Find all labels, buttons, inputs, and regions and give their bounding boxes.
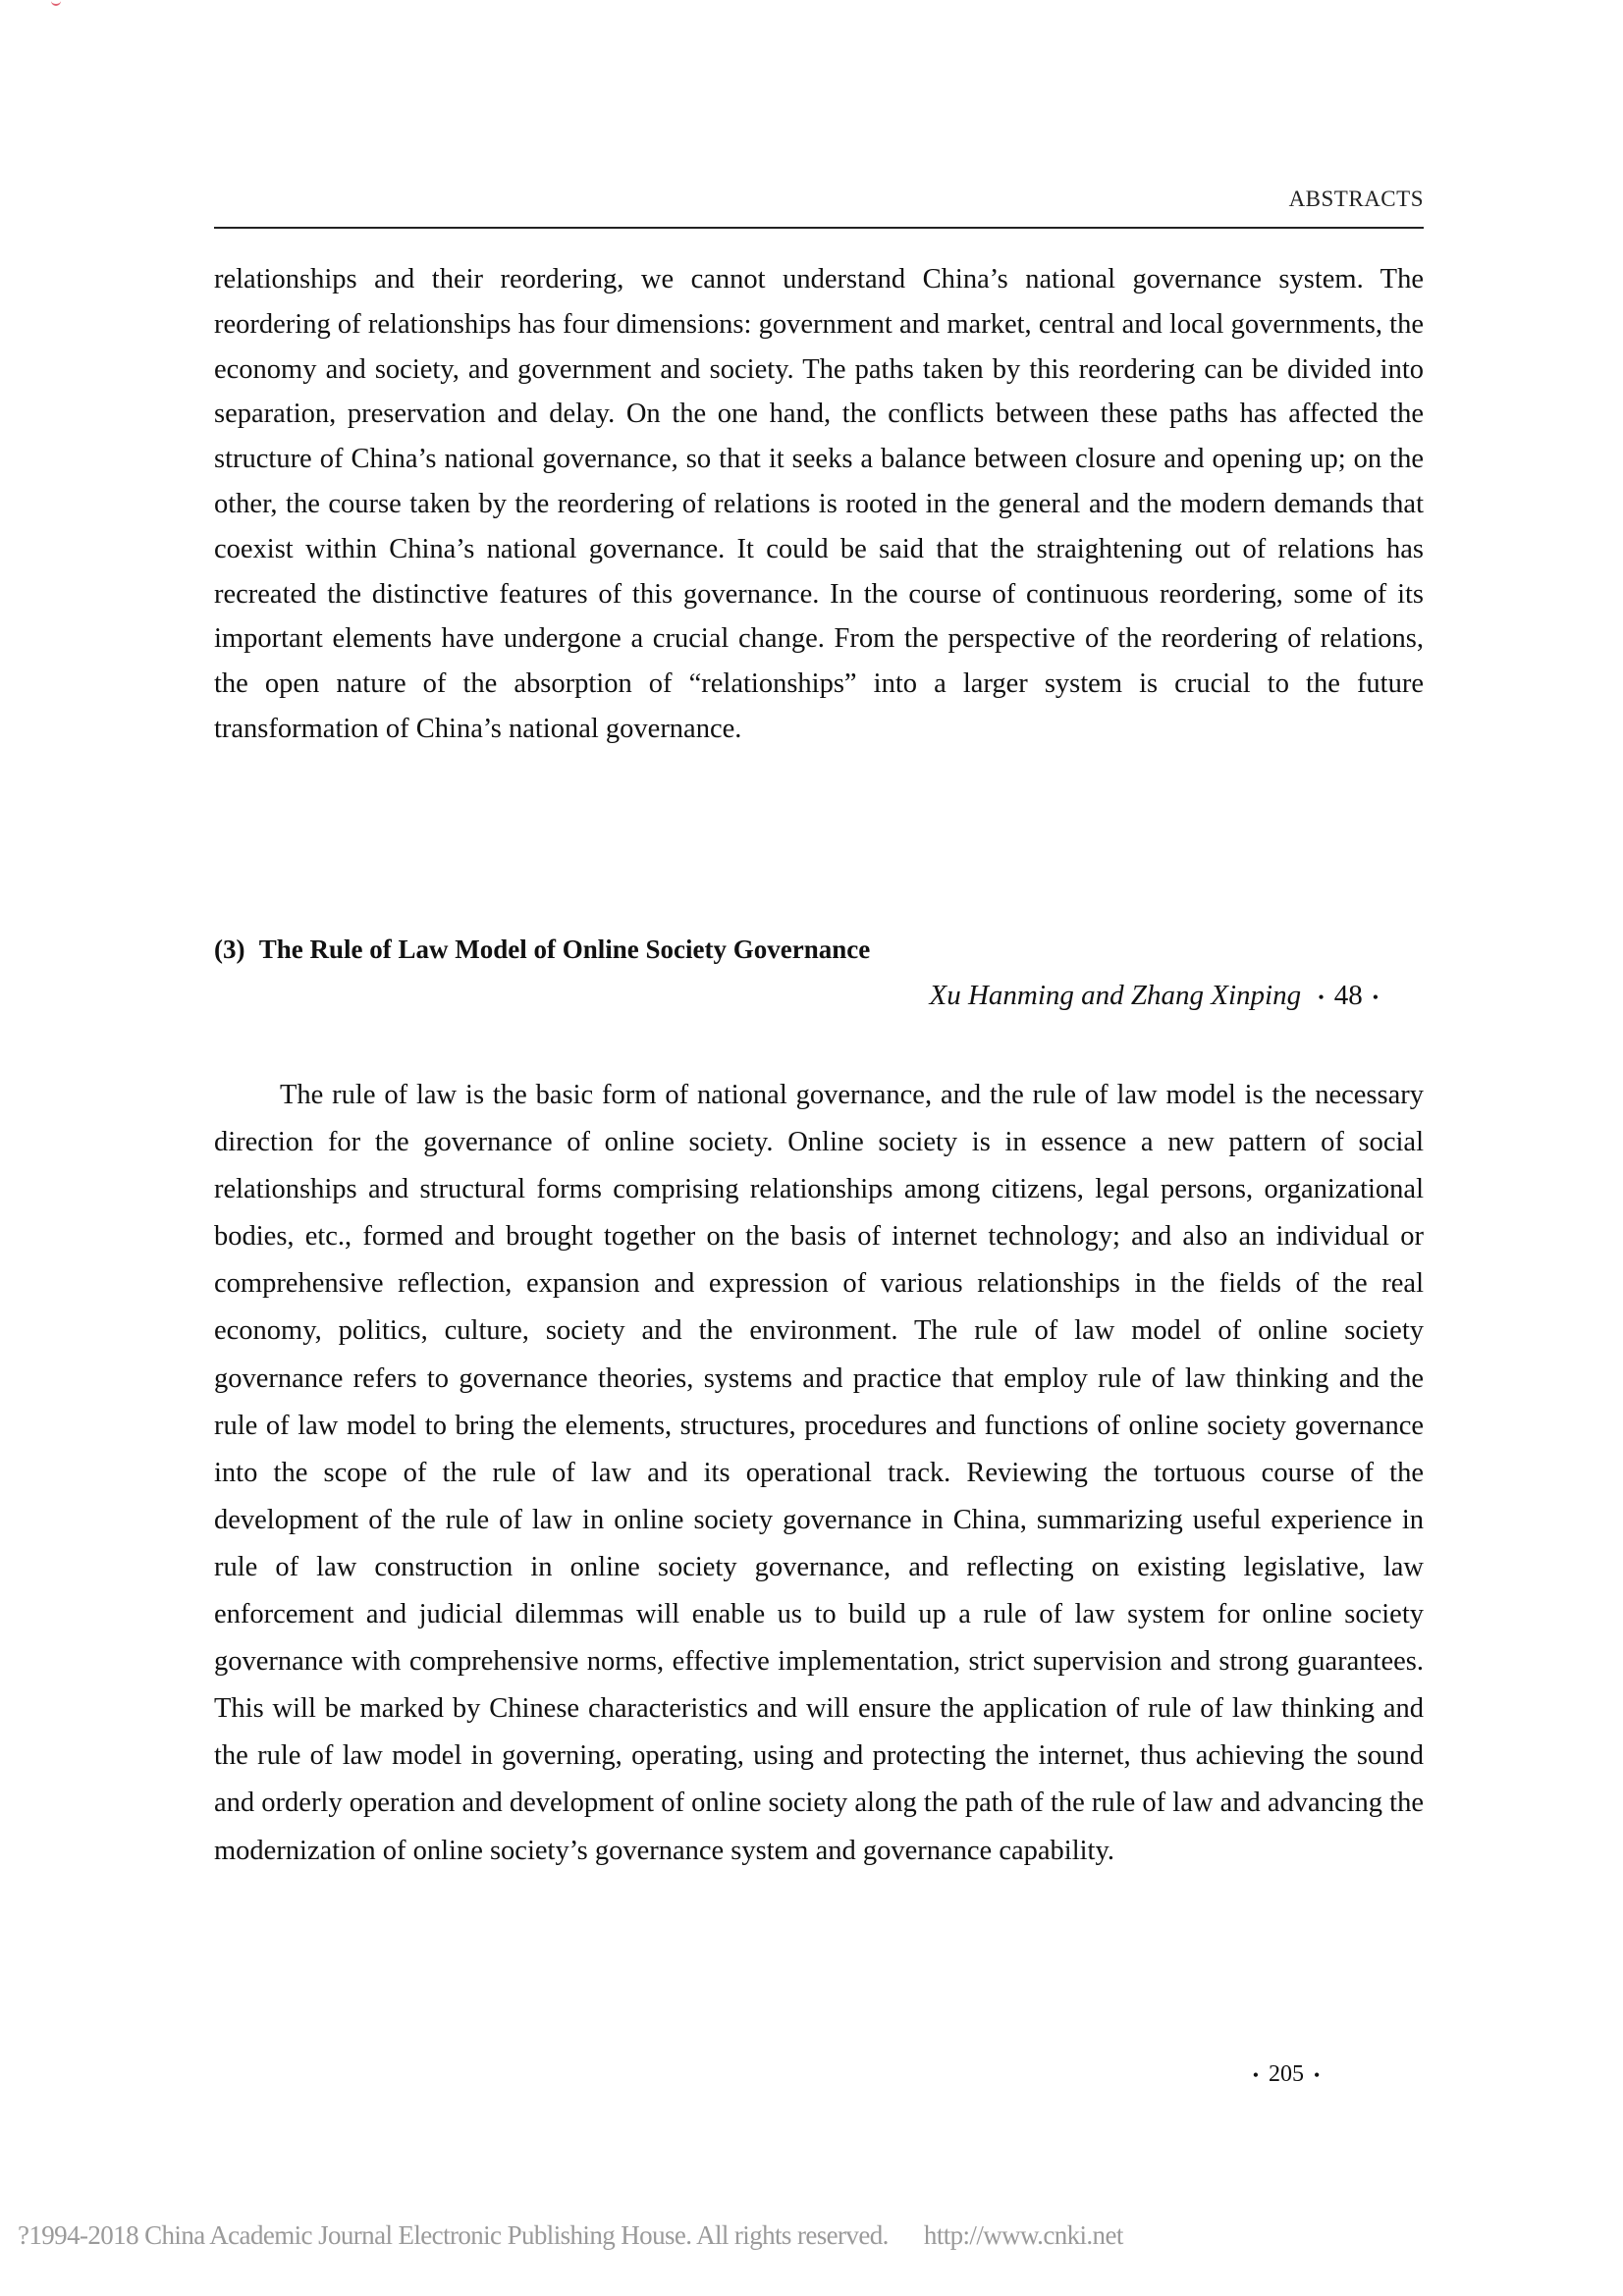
bullet-icon: • [1318,987,1325,1007]
bullet-icon: • [1314,2064,1321,2085]
running-head: ABSTRACTS [1288,187,1424,211]
copyright-footer [18,2220,1123,2251]
bullet-icon: • [1252,2064,1259,2085]
article-title-text: The Rule of Law Model of Online Society Governance [258,934,871,964]
page-number [1178,2061,1394,2088]
continued-abstract-paragraph: relationships and their reordering, we cannot understand China’s national governance system. The reordering of relationships has four dimensions: government and market, central and local governments, the economy and society, and government and society. The paths taken by this reordering can be divided into separation, preservation and delay. On the one hand, the conflicts between these paths has affected the structure of China’s national governance, so that it seeks a balance between closure and opening up; on the other, the course taken by the reordering of relations is rooted in the general and the modern demands that coexist within China’s national governance. It could be said that the straightening out of relations has recreated the distinctive features of this governance. In the course of continuous reordering, some of its important elements have undergone a crucial change. From the perspective of the reordering of relations, the open nature of the absorption of “relationships” into a larger system is crucial to the future transformation of China’s national governance. [214,264,1424,744]
page-number-text: 205 [1269,2061,1304,2087]
article-byline [214,980,1424,1012]
article-number: (3) [214,934,245,964]
scan-corner-mark [51,0,61,6]
article-title [214,934,870,965]
copyright-text: ?1994-2018 China Academic Journal Electronic Publishing House. All rights reserved. [18,2220,889,2250]
article-authors: Xu Hanming and Zhang Xinping [929,980,1302,1011]
publisher-url-link[interactable]: http://www.cnki.net [923,2220,1123,2250]
article-abstract-paragraph: The rule of law is the basic form of national governance, and the rule of law model is the necessary direction for the governance of online society. Online society is in essence a new pattern of social relationships and structural forms comprising relationships among citizens, legal persons, organizational bodies, etc., formed and brought together on the basis of internet technology; and also an individual or comprehensive reflection, expansion and expression of various relationships in the fields of the real economy, politics, culture, society and the environment. The rule of law model of online society governance refers to governance theories, systems and practice that employ rule of law thinking and the rule of law model to bring the elements, structures, procedures and functions of online society governance into the scope of the rule of law and its operational track. Reviewing the tortuous course of the development of the rule of law in online society governance in China, summarizing useful experience in rule of law construction in online society governance, and reflecting on existing legislative, law enforcement and judicial dilemmas will enable us to build up a rule of law system for online society governance with comprehensive norms, effective implementation, strict supervision and strong guarantees. This will be marked by Chinese characteristics and will ensure the application of rule of law thinking and the rule of law model in governing, operating, using and protecting the internet, thus achieving the sound and orderly operation and development of online society along the path of the rule of law and advancing the modernization of online society’s governance system and governance capability. [214,1080,1424,1866]
header-rule-divider [214,227,1424,229]
article-start-page: 48 [1333,980,1363,1011]
bullet-icon: • [1372,987,1379,1007]
